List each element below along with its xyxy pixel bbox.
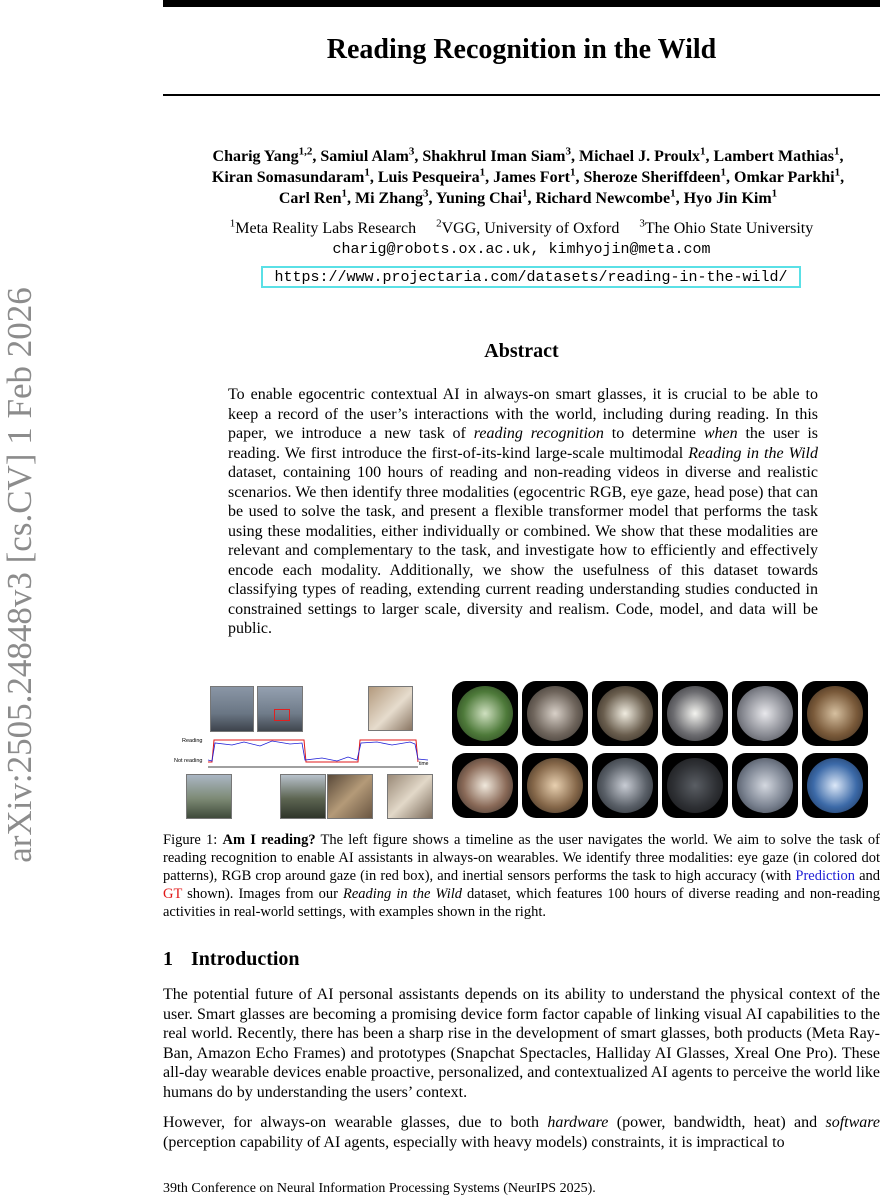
time-axis-label: time — [419, 761, 429, 767]
section-heading-introduction: 1 Introduction — [163, 948, 300, 970]
prediction-legend: Prediction — [795, 868, 855, 884]
timeline-thumb-reading — [387, 774, 433, 819]
example-image-paper — [662, 681, 728, 746]
affiliations — [163, 218, 880, 238]
author: Michael J. Proulx$^1$ — [579, 145, 706, 165]
figure-caption: Figure 1: Am I reading? The left figure shows a timeline as the user navigates the world. We aim to solve the task of reading recognition to enable AI assistants in always-on wearables. We identify three modalities: eye gaze (in colored dot patterns), RGB crop around gaze (in red box), and inertial sensors performs the task to high accuracy (with Prediction and GT shown). Images from our Reading in the Wild dataset, which features 100 hours of diverse reading and non-reading activities in real-world settings, with examples shown in the right. — [163, 832, 881, 920]
timeline-thumb-car-1 — [210, 686, 254, 732]
author: Yuning Chai$^1$ — [435, 187, 528, 207]
example-image-kitchen — [802, 681, 868, 746]
affiliation: $^2$VGG, University of Oxford — [436, 218, 620, 238]
author: Charig Yang$^{1,2}$ — [212, 145, 313, 165]
author: Shakhrul Iman Siam$^3$ — [422, 145, 571, 165]
reading-axis-label: Reading — [182, 738, 203, 744]
not-reading-axis-label: Not reading — [174, 758, 203, 764]
prediction-line — [208, 741, 428, 761]
author: Carl Ren$^1$ — [278, 187, 347, 207]
author: James Fort$^1$ — [493, 166, 576, 186]
timeline-thumb-paper — [368, 686, 413, 731]
author: Kiran Somasundaram$^1$ — [211, 166, 370, 186]
top-rule — [163, 0, 880, 7]
intro-paragraph-1: The potential future of AI personal assistants depends on its ability to understand the physical context of the user. Smart glasses are becoming a promising device form factor capable of linking visual AI capabilities to the real world. Recently, there has been a sharp rise in the development of smart glasses, both products (Meta Ray-Ban, Amazon Echo Frames) and prototypes (Snapchat Spectacles, Halliday AI Glasses, Xreal One Pro). These all-day wearable devices enable proactive, personalized, and contextualized AI agents to perceive the world like humans do by understanding the users’ context. — [163, 986, 881, 1101]
affiliation: $^1$Meta Reality Labs Research — [229, 218, 417, 238]
author: Mi Zhang$^3$ — [354, 187, 429, 207]
emails: charig@robots.ox.ac.uk, kimhyojin@meta.com — [332, 241, 711, 258]
intro-paragraph-2: However, for always-on wearable glasses, due to both hardware (power, bandwidth, heat) and software (perception capability of AI agents, especially with heavy models) constraints, it is impractical to — [163, 1114, 881, 1151]
example-image-sky — [802, 753, 868, 818]
figure-examples — [452, 681, 868, 819]
example-image-outdoor-tree — [452, 681, 518, 746]
paper-title: Reading Recognition in the Wild — [326, 34, 717, 65]
author: Luis Pesqueira$^1$ — [377, 166, 486, 186]
title-rule — [163, 94, 880, 96]
timeline-thumb-board — [327, 774, 373, 819]
author: Hyo Jin Kim$^1$ — [683, 187, 778, 207]
example-image-room — [522, 681, 588, 746]
conference-footnote: 39th Conference on Neural Information Processing Systems (NeurIPS 2025). — [163, 1181, 596, 1196]
author-list: Charig Yang$^{1,2}$, Samiul Alam$^3$, Shakhrul Iman Siam$^3$, Michael J. Proulx$^1$, Lambert Mathias$^1$, Kiran Somasundaram$^1$, Luis Pesqueira$^1$, James Fort$^1$, Sheroze Sheriffdeen$^1$, Omkar Parkhi$^1$, Carl Ren$^1$, Mi Zhang$^3$, Yuning Chai$^1$, Richard Newcombe$^1$, Hyo Jin Kim$^1$ — [211, 145, 845, 207]
author: Samiul Alam$^3$ — [320, 145, 415, 165]
example-image-book — [592, 681, 658, 746]
example-image-living-room — [522, 753, 588, 818]
example-image-magazine — [452, 753, 518, 818]
author: Lambert Mathias$^1$ — [713, 145, 840, 165]
abstract-heading: Abstract — [484, 340, 559, 362]
author: Richard Newcombe$^1$ — [535, 187, 676, 207]
example-image-phone — [592, 753, 658, 818]
arxiv-stamp: arXiv:2505.24848v3 [cs.CV] 1 Feb 2026 — [0, 287, 39, 863]
timeline-plot — [172, 731, 434, 771]
figure-timeline — [172, 683, 434, 819]
example-image-tv — [662, 753, 728, 818]
gt-legend: GT — [163, 886, 183, 902]
project-link[interactable]: https://www.projectaria.com/datasets/reading-in-the-wild/ — [261, 266, 801, 288]
example-image-office — [732, 681, 798, 746]
timeline-thumb-street — [186, 774, 232, 819]
abstract-body: To enable egocentric contextual AI in always-on smart glasses, it is crucial to be able to keep a record of the user’s interactions with the world, including during reading. In this paper, we introduce a new task of reading recognition to determine when the user is reading. We first introduce the first-of-its-kind large-scale multimodal Reading in the Wild dataset, containing 100 hours of reading and non-reading videos in diverse and realistic scenarios. We then identify three modalities (egocentric RGB, eye gaze, head pose) that can be used to solve the task, and present a flexible transformer model that performs the task using these modalities, either individually or combined. We show that these modalities are relevant and complementary to the task, and investigate how to efficiently and effectively encode each modality. Additionally, we show the usefulness of this dataset towards classifying types of reading, extending current reading understanding studies conducted in constrained settings to larger scale, diversity and realism. Code, model, and data will be public. — [228, 386, 819, 637]
author: Omkar Parkhi$^1$ — [734, 166, 841, 186]
author: Sheroze Sheriffdeen$^1$ — [583, 166, 727, 186]
affiliation: $^3$The Ohio State University — [639, 218, 814, 238]
timeline-thumb-car-2 — [257, 686, 303, 732]
example-image-gym — [732, 753, 798, 818]
timeline-thumb-house — [280, 774, 326, 819]
